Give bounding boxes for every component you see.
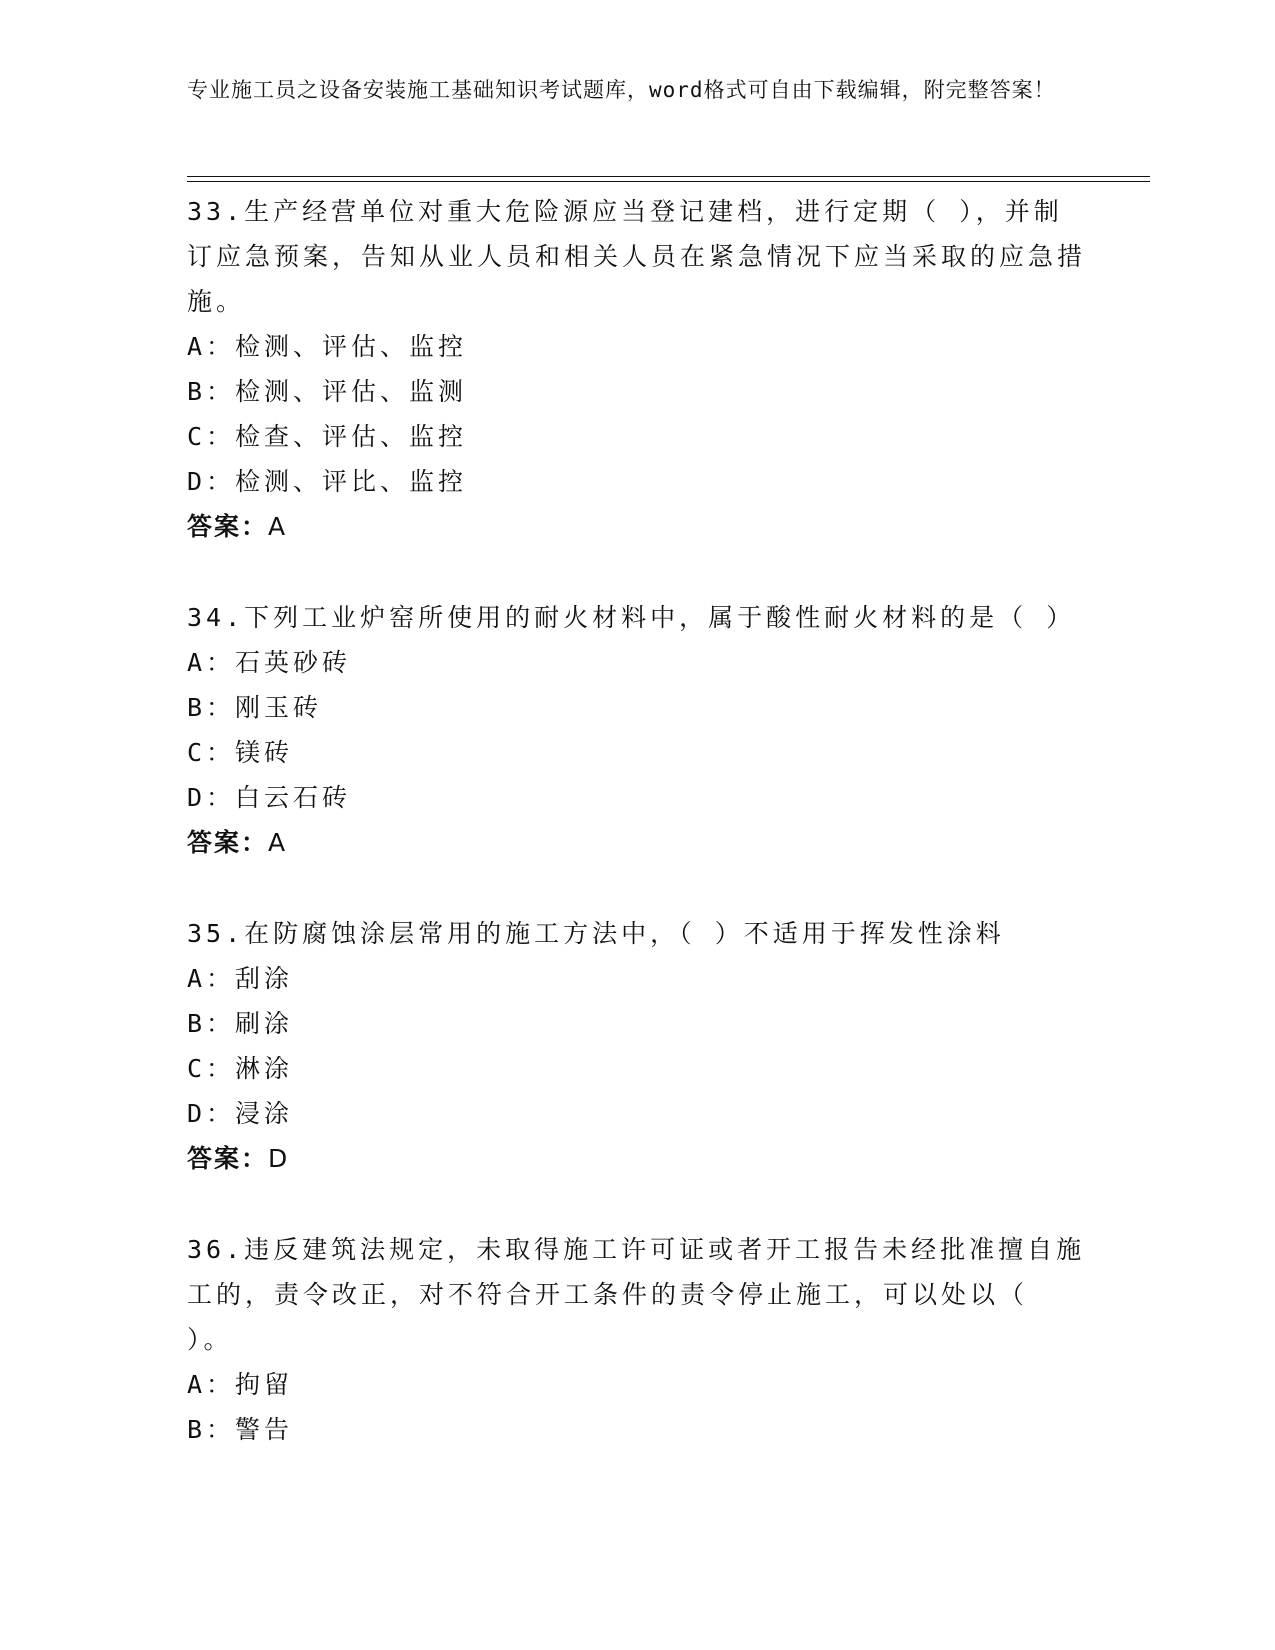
question-35 — [187, 911, 1087, 1181]
question-34 — [187, 595, 1087, 865]
header-divider-top — [187, 176, 1150, 177]
option-b: B：刚玉砖 — [187, 693, 323, 722]
answer-label: 答案： — [187, 828, 269, 857]
document-header: 专业施工员之设备安装施工基础知识考试题库，word格式可自由下载编辑，附完整答案！ — [187, 78, 1056, 102]
answer-value: A — [268, 512, 288, 541]
answer-line — [187, 1136, 1087, 1181]
option-a: A：刮涂 — [187, 964, 294, 993]
answer-line — [187, 820, 1087, 865]
option-c: C：淋涂 — [187, 1054, 294, 1083]
question-36 — [187, 1227, 1087, 1452]
answer-label: 答案： — [187, 1144, 269, 1173]
option-b: B：警告 — [187, 1415, 294, 1444]
question-stem: 33.生产经营单位对重大危险源应当登记建档，进行定期（ ），并制订应急预案，告知从业人员和相关人员在紧急情况下应当采取的应急措施。 — [187, 197, 1087, 316]
option-b: B：检测、评估、监测 — [187, 377, 468, 406]
option-d: D：检测、评比、监控 — [187, 467, 468, 496]
question-33 — [187, 189, 1087, 549]
option-a: A：石英砂砖 — [187, 648, 352, 677]
option-d: D：白云石砖 — [187, 783, 352, 812]
question-list — [187, 189, 1087, 1498]
option-b: B：刷涂 — [187, 1009, 294, 1038]
header-divider-bottom — [187, 181, 1150, 182]
question-stem: 36.违反建筑法规定，未取得施工许可证或者开工报告未经批准擅自施工的，责令改正，对不符合开工条件的责令停止施工，可以处以（ ）。 — [187, 1235, 1086, 1354]
answer-line — [187, 504, 1087, 549]
option-a: A：检测、评估、监控 — [187, 332, 468, 361]
question-stem: 34.下列工业炉窑所使用的耐火材料中，属于酸性耐火材料的是（ ） — [187, 603, 1076, 632]
answer-label: 答案： — [187, 512, 269, 541]
answer-value: A — [268, 828, 288, 857]
option-a: A：拘留 — [187, 1370, 294, 1399]
option-c: C：镁砖 — [187, 738, 294, 767]
option-d: D：浸涂 — [187, 1099, 294, 1128]
question-stem: 35.在防腐蚀涂层常用的施工方法中，（ ）不适用于挥发性涂料 — [187, 919, 1005, 948]
answer-value: D — [268, 1144, 290, 1173]
option-c: C：检查、评估、监控 — [187, 422, 468, 451]
